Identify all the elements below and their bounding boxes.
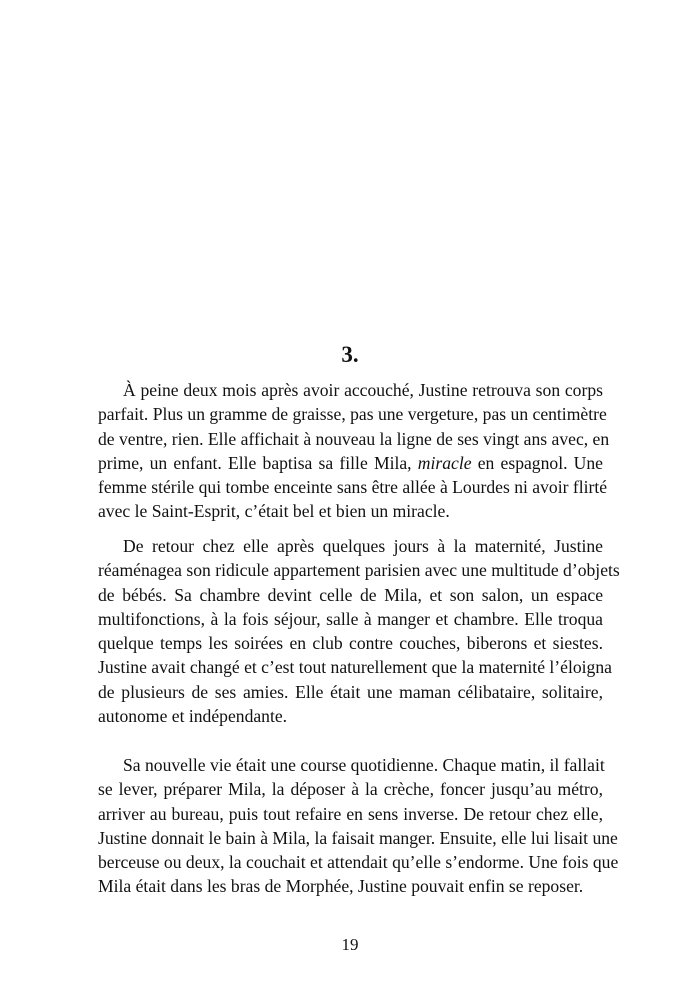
text-line: multifonctions, à la fois séjour, salle à manger et chambre. Elle troqua	[98, 608, 603, 629]
paragraph-3	[98, 753, 619, 899]
text-line: de plusieurs de ses amies. Elle était une maman célibataire, solitaire,	[98, 681, 603, 702]
text-line: À peine deux mois après avoir accouché, Justine retrouva son corps	[123, 380, 603, 400]
page-number: 19	[341, 935, 359, 954]
text-line: Mila était dans les bras de Morphée, Justine pouvait enfin se reposer.	[98, 876, 584, 897]
chapter-title: 3.	[341, 342, 359, 367]
text-line: de bébés. Sa chambre devint celle de Mila, et son salon, un espace	[98, 584, 603, 605]
text-line: femme stérile qui tombe enceinte sans être allée à Lourdes ni avoir flirté	[98, 477, 608, 498]
text-line: se lever, préparer Mila, la déposer à la crèche, foncer jusqu’au métro,	[98, 779, 603, 800]
text-line: de ventre, rien. Elle affichait à nouveau la ligne de ses vingt ans avec, en	[98, 428, 610, 449]
text-line: réaménagea son ridicule appartement parisien avec une multitude d’objets	[98, 560, 620, 581]
text-line: Sa nouvelle vie était une course quotidienne. Chaque matin, il fallait	[123, 755, 605, 775]
text-segment: prime, un enfant. Elle baptisa sa fille Mila,	[98, 452, 418, 473]
text-line: Justine donnait le bain à Mila, la faisait manger. Ensuite, elle lui lisait une	[98, 827, 618, 848]
text-segment: en espagnol. Une	[471, 452, 603, 473]
text-line: arriver au bureau, puis tout refaire en sens inverse. De retour chez elle,	[98, 803, 603, 824]
paragraph-2	[98, 534, 620, 728]
text-line: berceuse ou deux, la couchait et attendait qu’elle s’endorme. Une fois que	[98, 852, 619, 873]
text-line: avec le Saint-Esprit, c’était bel et bien un miracle.	[98, 501, 450, 522]
text-line: autonome et indépendante.	[98, 706, 288, 727]
text-line: Justine avait changé et c’est tout naturellement que la maternité l’éloigna	[98, 657, 612, 678]
italic-word: miracle	[417, 452, 472, 473]
text-line: parfait. Plus un gramme de graisse, pas une vergeture, pas un centimètre	[98, 404, 607, 425]
text-line	[98, 451, 603, 475]
paragraph-1	[98, 378, 610, 524]
text-line: De retour chez elle après quelques jours à la maternité, Justine	[123, 536, 603, 556]
text-line: quelque temps les soirées en club contre couches, biberons et siestes.	[98, 633, 603, 654]
